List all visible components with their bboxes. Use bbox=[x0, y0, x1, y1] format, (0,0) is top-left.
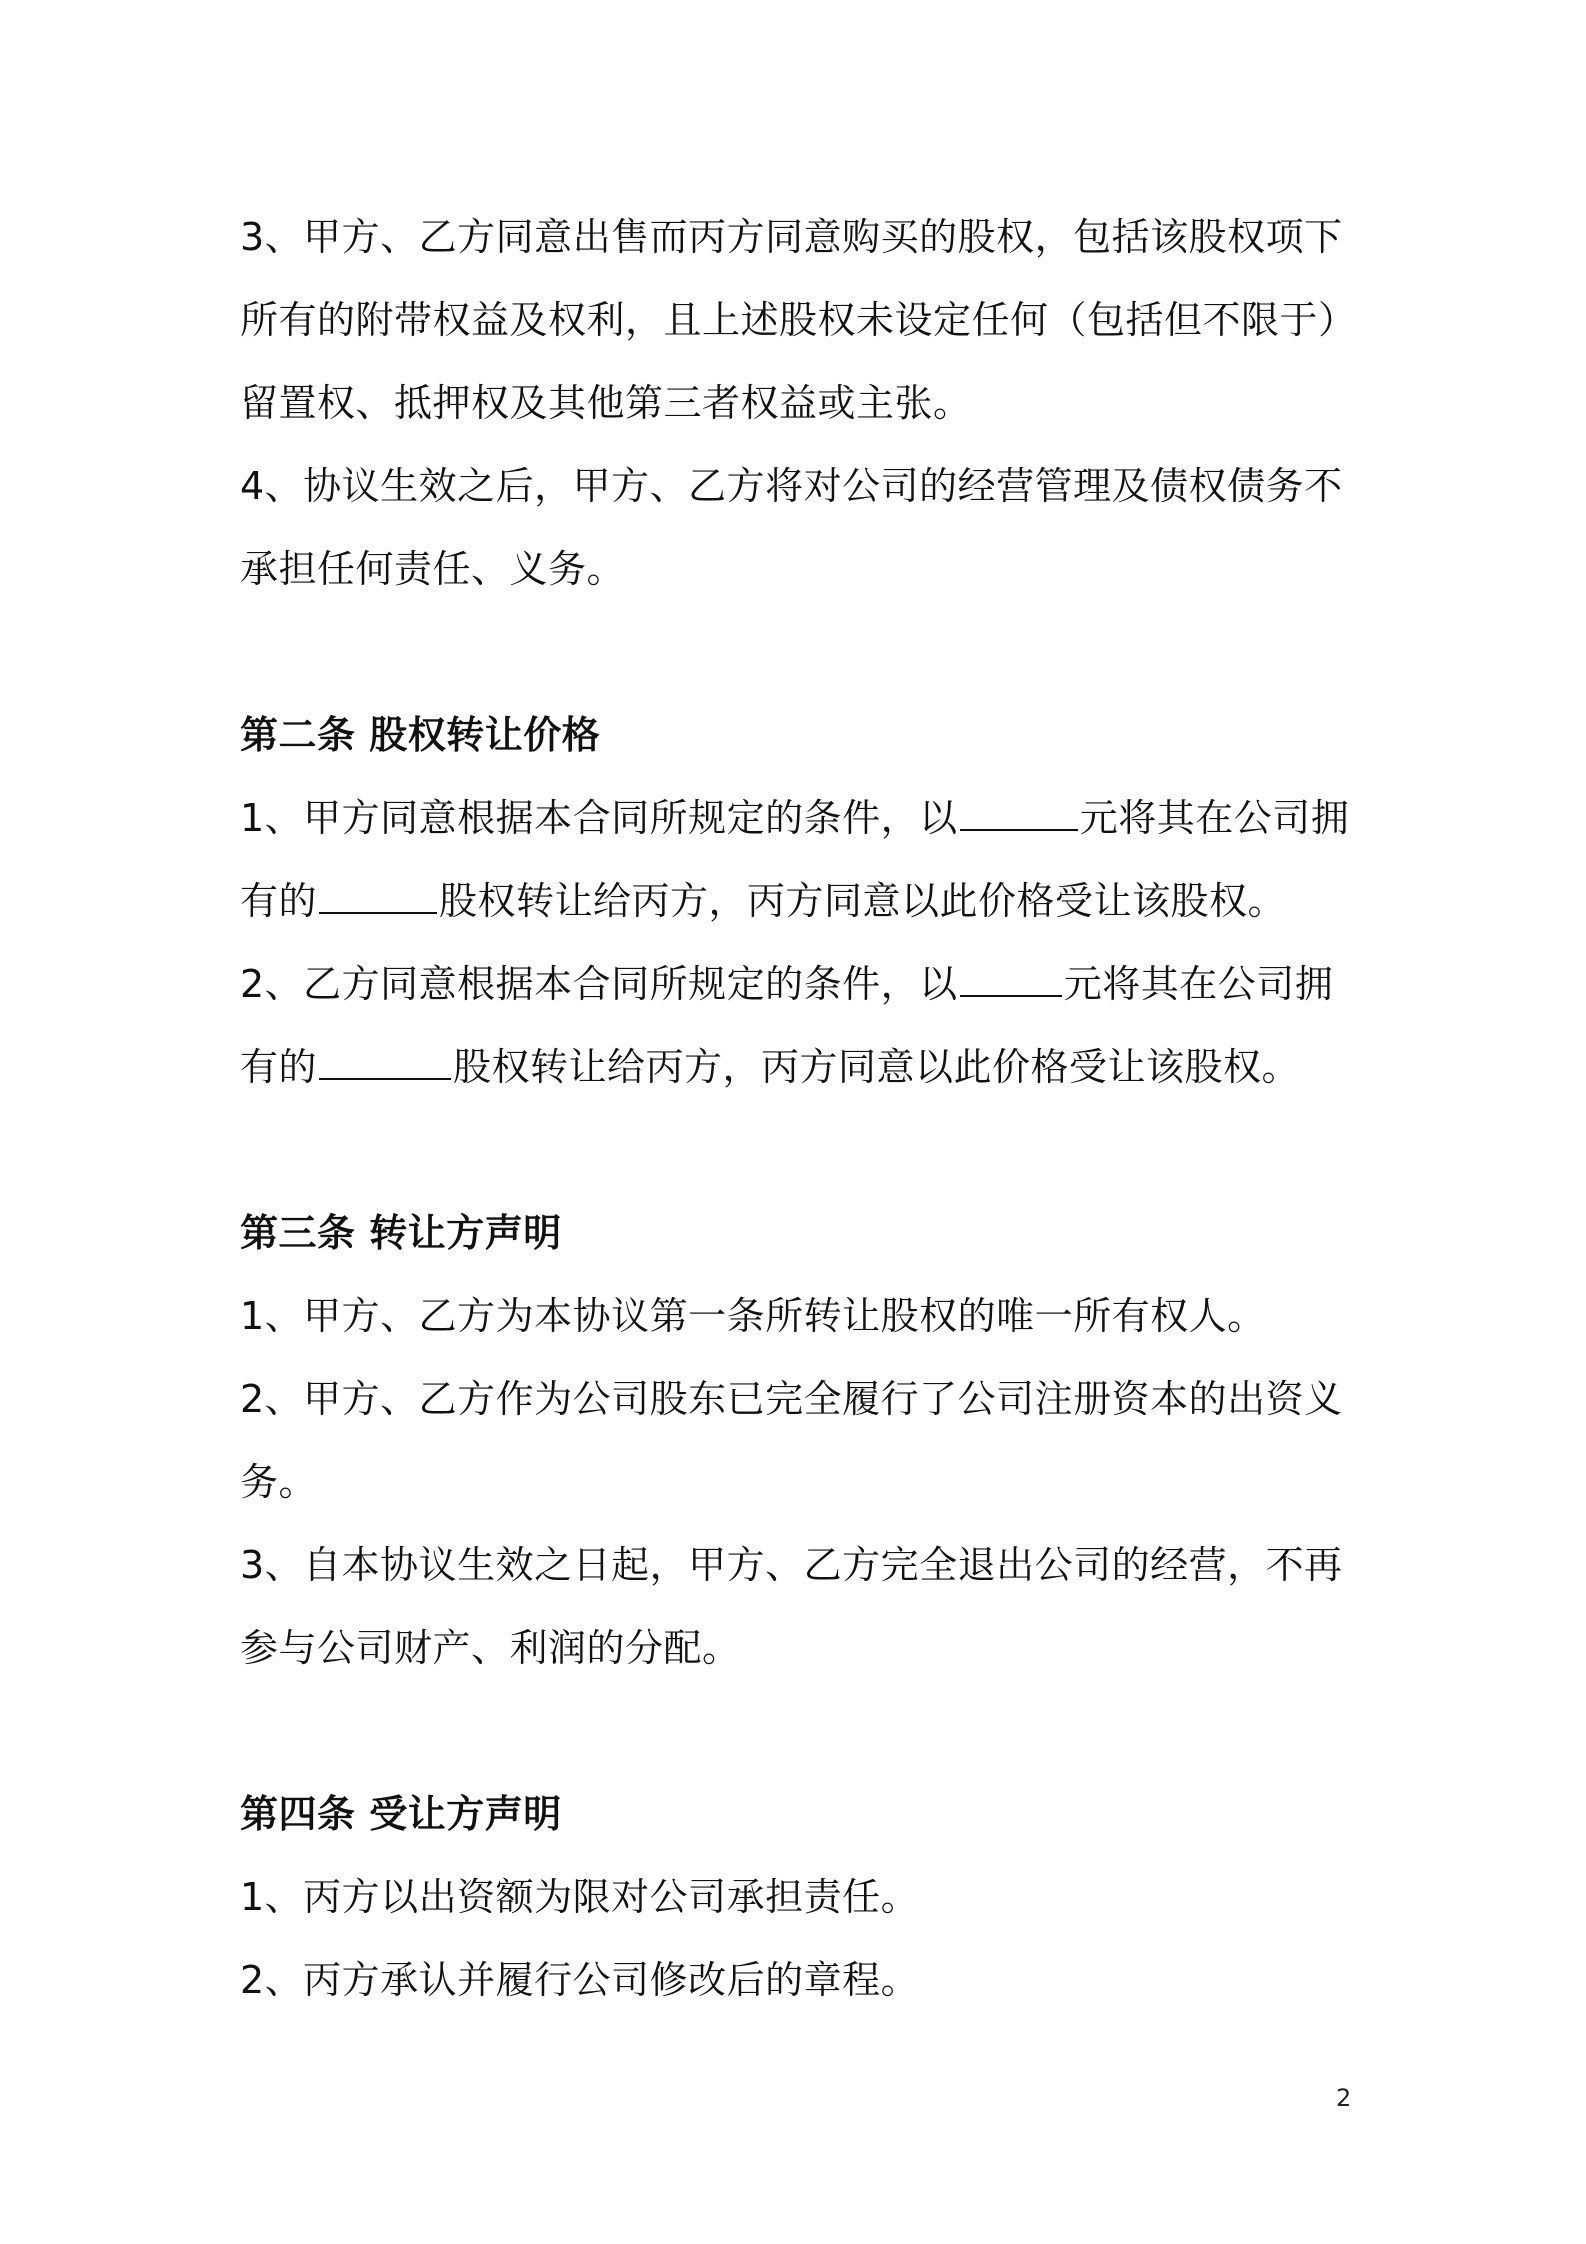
clause-1-item-4: 4、协议生效之后，甲方、乙方将对公司的经营管理及债权债务不承担任何责任、义务。 bbox=[240, 464, 1343, 591]
clause-4-heading: 第四条 受让方声明 bbox=[240, 1792, 562, 1836]
section-gap bbox=[240, 611, 1360, 694]
clause-3-heading: 第三条 转让方声明 bbox=[240, 1211, 562, 1255]
price-blank-2 bbox=[960, 955, 1062, 997]
document-body bbox=[240, 196, 1360, 2022]
clause-2-item-2-text-b: 元将其在公司拥有的 bbox=[240, 962, 1334, 1089]
clause-2-item-1-text-b: 元将其在公司拥有的 bbox=[240, 796, 1350, 923]
share-blank-1 bbox=[319, 872, 437, 914]
section-gap bbox=[240, 1109, 1360, 1192]
clause-3-item-1: 1、甲方、乙方为本协议第一条所转让股权的唯一所有权人。 bbox=[240, 1294, 1266, 1338]
clause-4-item-2: 2、丙方承认并履行公司修改后的章程。 bbox=[240, 1958, 920, 2002]
clause-1-item-3: 3、甲方、乙方同意出售而丙方同意购买的股权，包括该股权项下所有的附带权益及权利，且上述股权未设定任何（包括但不限于）留置权、抵押权及其他第三者权益或主张。 bbox=[240, 215, 1357, 425]
section-gap bbox=[240, 1690, 1360, 1773]
clause-2-item-2 bbox=[240, 943, 1360, 1109]
clause-2-item-2-text-a: 2、乙方同意根据本合同所规定的条件，以 bbox=[240, 962, 958, 1006]
price-blank-1 bbox=[960, 789, 1078, 831]
clause-2-item-1 bbox=[240, 777, 1360, 943]
clause-2-item-2-text-c: 股权转让给丙方，丙方同意以此价格受让该股权。 bbox=[453, 1045, 1301, 1089]
clause-2-item-1-text-c: 股权转让给丙方，丙方同意以此价格受让该股权。 bbox=[439, 879, 1287, 923]
clause-2-heading: 第二条 股权转让价格 bbox=[240, 713, 601, 757]
clause-3-item-2: 2、甲方、乙方作为公司股东已完全履行了公司注册资本的出资义务。 bbox=[240, 1377, 1343, 1504]
share-blank-2 bbox=[319, 1038, 451, 1080]
page-number: 2 bbox=[1336, 2084, 1352, 2112]
clause-4-item-1: 1、丙方以出资额为限对公司承担责任。 bbox=[240, 1875, 920, 1919]
clause-2-item-1-text-a: 1、甲方同意根据本合同所规定的条件，以 bbox=[240, 796, 958, 840]
clause-3-item-3: 3、自本协议生效之日起，甲方、乙方完全退出公司的经营，不再参与公司财产、利润的分配。 bbox=[240, 1543, 1343, 1670]
